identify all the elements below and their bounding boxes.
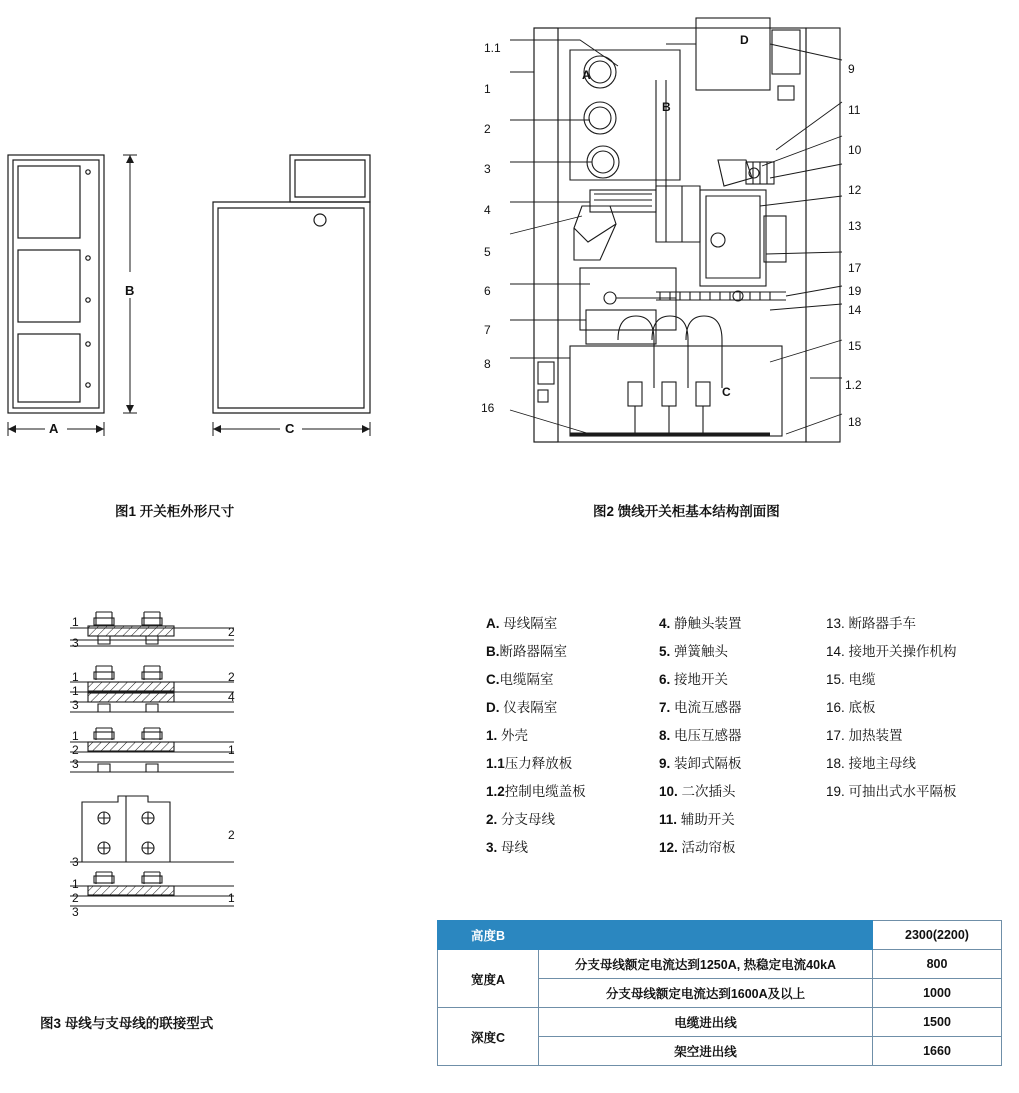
legend-item [486, 638, 636, 666]
fig3-callout-1b: 1 [72, 670, 79, 684]
legend-text: 活动帘板 [681, 840, 736, 855]
figure-3-busbar-connections [48, 600, 348, 910]
legend-item [486, 610, 636, 638]
fig3-callout-3c: 3 [72, 757, 79, 771]
legend-key: 9. [659, 756, 671, 771]
fig3-callout-1c: 1 [72, 684, 79, 698]
legend-text: 弹簧触头 [674, 644, 729, 659]
fig2-callout-6: 6 [484, 284, 491, 298]
fig3-callout-3b: 3 [72, 698, 79, 712]
legend-text: 母线隔室 [503, 616, 558, 631]
legend-item [659, 806, 809, 834]
legend-key: 5. [659, 644, 671, 659]
legend-text: 接地主母线 [848, 756, 917, 771]
legend-item [826, 694, 1006, 722]
fig2-callout-1: 1 [484, 82, 491, 96]
figure-1-dim-b-label: B [125, 283, 135, 298]
legend-text: 电流互感器 [674, 700, 742, 715]
fig2-callout-3: 3 [484, 162, 491, 176]
fig2-callout-1-1: 1.1 [484, 41, 501, 55]
legend-item [659, 694, 809, 722]
row-value: 1000 [873, 979, 1002, 1008]
legend-text: 加热装置 [848, 728, 903, 743]
fig2-callout-16: 16 [481, 401, 495, 415]
legend-key: 12. [659, 840, 678, 855]
legend-key: 15. [826, 672, 845, 687]
legend-key: 4. [659, 616, 671, 631]
fig2-callout-12: 12 [848, 183, 862, 197]
legend-item [826, 750, 1006, 778]
legend-key: 7. [659, 700, 671, 715]
legend-text: 二次插头 [681, 784, 736, 799]
row-desc: 分支母线额定电流达到1250A, 热稳定电流40kA [539, 950, 873, 979]
fig3-callout-1d: 1 [72, 729, 79, 743]
figure-2-drawing [470, 10, 1010, 460]
legend-column-2 [659, 610, 809, 862]
fig2-callout-2: 2 [484, 122, 491, 136]
fig3-callout-2c: 2 [72, 743, 79, 757]
legend-key: 10. [659, 784, 678, 799]
fig2-zone-label-c: C [722, 385, 731, 399]
figure-1-caption: 图1 开关柜外形尺寸 [115, 504, 235, 519]
legend-item [826, 610, 1006, 638]
legend-text: 仪表隔室 [503, 700, 558, 715]
fig2-zone-label-a: A [582, 68, 591, 82]
legend-item [659, 834, 809, 862]
row-value: 1660 [873, 1037, 1002, 1066]
fig3-callout-3d: 3 [72, 855, 79, 869]
legend-column-1 [486, 610, 636, 862]
figure-1-outline-dimensions [0, 140, 400, 460]
legend-key: 17. [826, 728, 845, 743]
table-header-height: 高度B [438, 921, 539, 950]
row-desc: 架空进出线 [539, 1037, 873, 1066]
fig3-callout-1g: 1 [228, 891, 235, 905]
legend-item [486, 806, 636, 834]
legend-key: 3. [486, 840, 498, 855]
row-label-depth: 深度C [438, 1008, 539, 1066]
figure-2-cross-section [470, 10, 1010, 460]
fig2-callout-17: 17 [848, 261, 862, 275]
figure-1-dim-a-label: A [49, 421, 59, 436]
legend-key: 18. [826, 756, 845, 771]
legend-text: 母线 [501, 840, 529, 855]
table-header-row [438, 921, 1002, 950]
legend-key: 8. [659, 728, 671, 743]
legend-item [486, 834, 636, 862]
fig2-callout-8: 8 [484, 357, 491, 371]
legend-key: 1. [486, 728, 498, 743]
legend-column-3 [826, 610, 1006, 806]
legend-text: 静触头装置 [674, 616, 742, 631]
legend-text: 压力释放板 [504, 756, 573, 771]
legend-item [486, 750, 636, 778]
legend-text: 控制电缆盖板 [504, 784, 586, 799]
legend-key: 1.1 [486, 756, 505, 771]
legend-key: 11. [659, 812, 678, 827]
table-row [438, 950, 1002, 979]
legend-item [659, 722, 809, 750]
fig2-callout-7: 7 [484, 323, 491, 337]
legend-key: B. [486, 644, 500, 659]
specification-table [437, 920, 1002, 1066]
legend-item [659, 638, 809, 666]
legend-text: 辅助开关 [680, 812, 735, 827]
fig2-callout-15: 15 [848, 339, 862, 353]
fig3-callout-3a: 3 [72, 636, 79, 650]
fig2-callout-10: 10 [848, 143, 862, 157]
legend-item [486, 666, 636, 694]
figure-1-drawing [0, 140, 400, 460]
fig3-callout-2b: 2 [228, 670, 235, 684]
legend-text: 装卸式隔板 [674, 756, 742, 771]
row-label-width: 宽度A [438, 950, 539, 1008]
fig2-callout-19: 19 [848, 284, 862, 298]
legend-item [486, 778, 636, 806]
legend-text: 外壳 [501, 728, 529, 743]
fig2-callout-9: 9 [848, 62, 855, 76]
figure-3-drawing [48, 600, 348, 910]
row-value: 800 [873, 950, 1002, 979]
fig2-callout-1-2: 1.2 [845, 378, 862, 392]
legend-key: 19. [826, 784, 845, 799]
fig3-callout-2e: 2 [72, 891, 79, 905]
legend-item [826, 778, 1006, 806]
legend-item [826, 666, 1006, 694]
fig3-callout-1a: 1 [72, 615, 79, 629]
legend-item [826, 638, 1006, 666]
legend-text: 接地开关 [674, 672, 729, 687]
fig3-callout-1f: 1 [72, 877, 79, 891]
legend-key: 14. [826, 644, 845, 659]
legend-text: 底板 [848, 700, 876, 715]
legend-key: C. [486, 672, 500, 687]
figure-3-caption: 图3 母线与支母线的联接型式 [40, 1016, 214, 1031]
table-header-height-value: 2300(2200) [873, 921, 1002, 950]
row-value: 1500 [873, 1008, 1002, 1037]
legend-item [659, 778, 809, 806]
legend-text: 断路器隔室 [499, 644, 567, 659]
fig2-callout-4: 4 [484, 203, 491, 217]
legend-key: 1.2 [486, 784, 505, 799]
legend-text: 电缆隔室 [499, 672, 554, 687]
legend-key: 16. [826, 700, 845, 715]
fig2-zone-label-d: D [740, 33, 749, 47]
fig3-callout-2a: 2 [228, 625, 235, 639]
fig2-callout-5: 5 [484, 245, 491, 259]
fig2-callout-13: 13 [848, 219, 862, 233]
fig2-callout-14: 14 [848, 303, 862, 317]
legend-item [659, 666, 809, 694]
table-header-spacer [539, 921, 873, 950]
legend-key: 6. [659, 672, 671, 687]
legend-item [659, 610, 809, 638]
legend-item [486, 722, 636, 750]
row-desc: 分支母线额定电流达到1600A及以上 [539, 979, 873, 1008]
legend-text: 接地开关操作机构 [848, 644, 957, 659]
legend-item [659, 750, 809, 778]
legend-text: 电压互感器 [674, 728, 742, 743]
legend-key: A. [486, 616, 500, 631]
legend-key: 13. [826, 616, 845, 631]
legend-item [486, 694, 636, 722]
legend-text: 可抽出式水平隔板 [848, 784, 957, 799]
row-desc: 电缆进出线 [539, 1008, 873, 1037]
fig3-callout-3e: 3 [72, 905, 79, 919]
figure-1-dim-c-label: C [285, 421, 295, 436]
fig3-callout-4: 4 [228, 690, 235, 704]
fig3-callout-1e: 1 [228, 743, 235, 757]
legend-text: 断路器手车 [848, 616, 917, 631]
legend-key: 2. [486, 812, 498, 827]
legend-key: D. [486, 700, 500, 715]
table-row [438, 1008, 1002, 1037]
legend-text: 分支母线 [501, 812, 556, 827]
legend-item [826, 722, 1006, 750]
legend-text: 电缆 [848, 672, 876, 687]
fig2-callout-11: 11 [848, 103, 861, 117]
fig2-zone-label-b: B [662, 100, 671, 114]
fig2-callout-18: 18 [848, 415, 862, 429]
figure-2-caption: 图2 馈线开关柜基本结构剖面图 [593, 504, 780, 519]
fig3-callout-2d: 2 [228, 828, 235, 842]
